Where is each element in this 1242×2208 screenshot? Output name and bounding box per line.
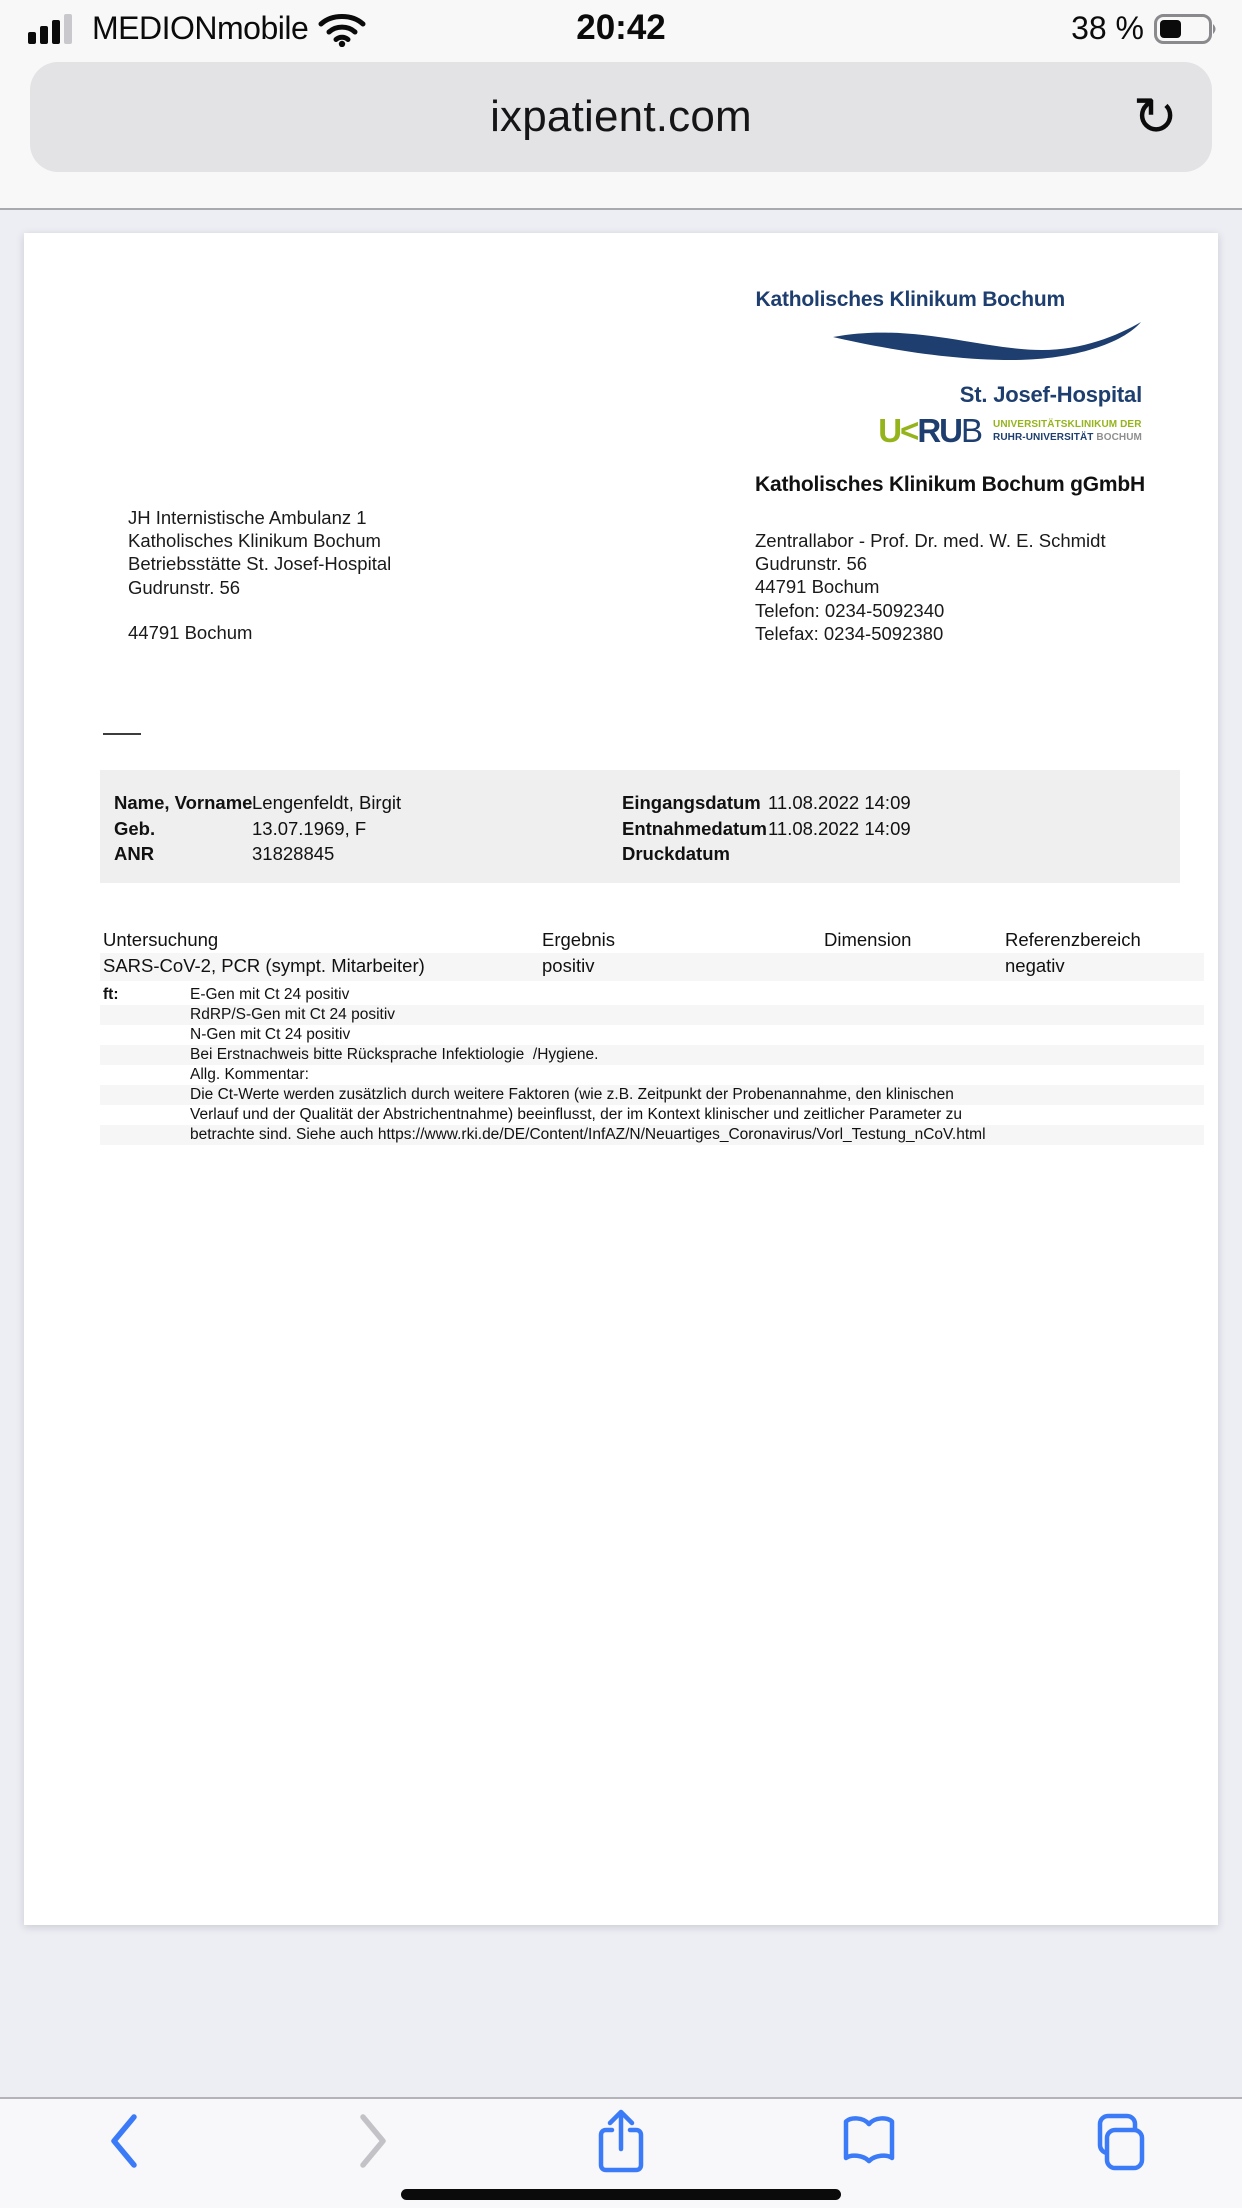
- tabs-icon: [1087, 2110, 1149, 2172]
- comments-block: [100, 985, 1204, 1145]
- sender-company: Katholisches Klinikum Bochum gGmbH: [755, 473, 1145, 496]
- recipient-line: Gudrunstr. 56: [128, 576, 241, 598]
- home-indicator[interactable]: [401, 2189, 841, 2200]
- ukrub-b-letter: B: [961, 412, 982, 449]
- share-button[interactable]: [561, 2107, 681, 2175]
- patient-value: Lengenfeldt, Birgit: [252, 792, 402, 813]
- sender-line: 44791 Bochum: [755, 576, 880, 598]
- ukrub-university-text: [993, 418, 1142, 444]
- battery-icon: [1154, 14, 1218, 44]
- reload-icon[interactable]: ↻: [1132, 85, 1178, 148]
- chevron-left-icon: [105, 2110, 143, 2172]
- ukrub-wordmark: [878, 413, 981, 449]
- carrier-label: MEDIONmobile: [92, 10, 309, 46]
- patient-label: ANR: [114, 843, 155, 864]
- comment-line: E-Gen mit Ct 24 positiv: [190, 986, 350, 1003]
- ukrub-logo: [756, 413, 1142, 449]
- ukrub-uk-letters: U<: [878, 412, 918, 449]
- sender-line: Gudrunstr. 56: [755, 553, 868, 575]
- chevron-right-icon: [354, 2110, 392, 2172]
- patient-row: [100, 818, 1180, 844]
- status-bar: [0, 0, 1242, 62]
- university-line2-city: BOCHUM: [1093, 432, 1142, 443]
- toolbar-buttons: [0, 2099, 1242, 2183]
- result-value: positiv: [542, 955, 595, 976]
- results-header: Untersuchung: [103, 929, 219, 950]
- sender-line: Telefax: 0234-5092380: [755, 622, 944, 644]
- battery-percent-label: 38 %: [1071, 10, 1144, 46]
- result-test-name: SARS-CoV-2, PCR (sympt. Mitarbeiter): [103, 955, 425, 976]
- patient-value: 11.08.2022 14:09: [768, 792, 911, 813]
- comments-label: ft:: [103, 986, 119, 1003]
- sender-line: Zentrallabor - Prof. Dr. med. W. E. Schmidt: [755, 530, 1106, 551]
- comment-line: Verlauf und der Qualität der Abstrichentnahme) beeinflusst, der im Kontext klinischer und zeitlicher Parameter zu: [190, 1106, 962, 1123]
- url-text: ixpatient.com: [490, 92, 752, 141]
- patient-value: 31828845: [252, 843, 335, 864]
- share-icon: [593, 2107, 649, 2175]
- safari-bottom-toolbar: [0, 2097, 1242, 2208]
- results-header: Dimension: [824, 929, 912, 950]
- university-line1: UNIVERSITÄTSKLINIKUM DER: [993, 419, 1142, 430]
- back-button[interactable]: [64, 2110, 184, 2172]
- university-line2: RUHR-UNIVERSITÄT: [993, 432, 1094, 443]
- tabs-button[interactable]: [1058, 2110, 1178, 2172]
- logo-swoosh-icon: [832, 320, 1142, 360]
- forward-button[interactable]: [313, 2110, 433, 2172]
- patient-value: 11.08.2022 14:09: [768, 817, 911, 839]
- recipient-line: Betriebsstätte St. Josef-Hospital: [128, 553, 392, 575]
- lab-report-document: [24, 233, 1218, 1925]
- recipient-line: JH Internistische Ambulanz 1: [128, 507, 367, 528]
- bookmarks-button[interactable]: [809, 2111, 929, 2171]
- sender-address: [755, 529, 1145, 645]
- sender-line: Telefon: 0234-5092340: [755, 599, 945, 621]
- patient-label: Druckdatum: [622, 843, 730, 864]
- patient-label: Geb.: [114, 817, 156, 839]
- results-header: Referenzbereich: [1005, 929, 1141, 950]
- hospital-logo-block: [756, 288, 1142, 449]
- open-book-icon: [838, 2111, 900, 2171]
- recipient-block: [128, 506, 391, 644]
- comment-line: N-Gen mit Ct 24 positiv: [190, 1026, 351, 1043]
- comment-line: Bei Erstnachweis bitte Rücksprache Infektiologie /Hygiene.: [100, 1045, 1204, 1065]
- logo-hospital-name: St. Josef-Hospital: [959, 382, 1142, 407]
- safari-top-chrome: [0, 0, 1242, 210]
- recipient-line: Katholisches Klinikum Bochum: [128, 530, 381, 552]
- address-bar[interactable]: [30, 62, 1212, 172]
- status-time: 20:42: [576, 8, 666, 47]
- patient-info-box: [100, 770, 1180, 883]
- result-reference: negativ: [1005, 955, 1065, 976]
- comment-line: Die Ct-Werte werden zusätzlich durch weitere Faktoren (wie z.B. Zeitpunkt der Probenannahme, den klinischen: [100, 1085, 1204, 1105]
- patient-row: [100, 792, 1180, 818]
- status-right-group: [1071, 10, 1218, 47]
- patient-label: Eingangsdatum: [622, 792, 761, 813]
- web-content-scroll-area[interactable]: [0, 212, 1242, 2097]
- result-row: [100, 953, 1204, 981]
- results-header: Ergebnis: [542, 929, 616, 950]
- patient-label: Entnahmedatum: [622, 817, 767, 839]
- results-table: [100, 927, 1204, 981]
- fold-mark: [103, 733, 141, 735]
- ukrub-ru-letters: RU: [917, 412, 961, 449]
- comment-line: Allg. Kommentar:: [190, 1066, 309, 1083]
- patient-value: 13.07.1969, F: [252, 817, 367, 839]
- results-header-row: [100, 927, 1204, 951]
- patient-row: [100, 843, 1180, 869]
- logo-clinic-name: Katholisches Klinikum Bochum: [755, 288, 1065, 311]
- recipient-city: 44791 Bochum: [128, 621, 253, 643]
- sender-block: [755, 473, 1145, 645]
- comment-line: RdRP/S-Gen mit Ct 24 positiv: [100, 1005, 1204, 1025]
- patient-label: Name, Vorname: [114, 792, 253, 813]
- comment-line: betrachte sind. Siehe auch https://www.rki.de/DE/Content/InfAZ/N/Neuartiges_Coronavirus/Vorl_Testung_nCoV.html: [100, 1125, 1204, 1145]
